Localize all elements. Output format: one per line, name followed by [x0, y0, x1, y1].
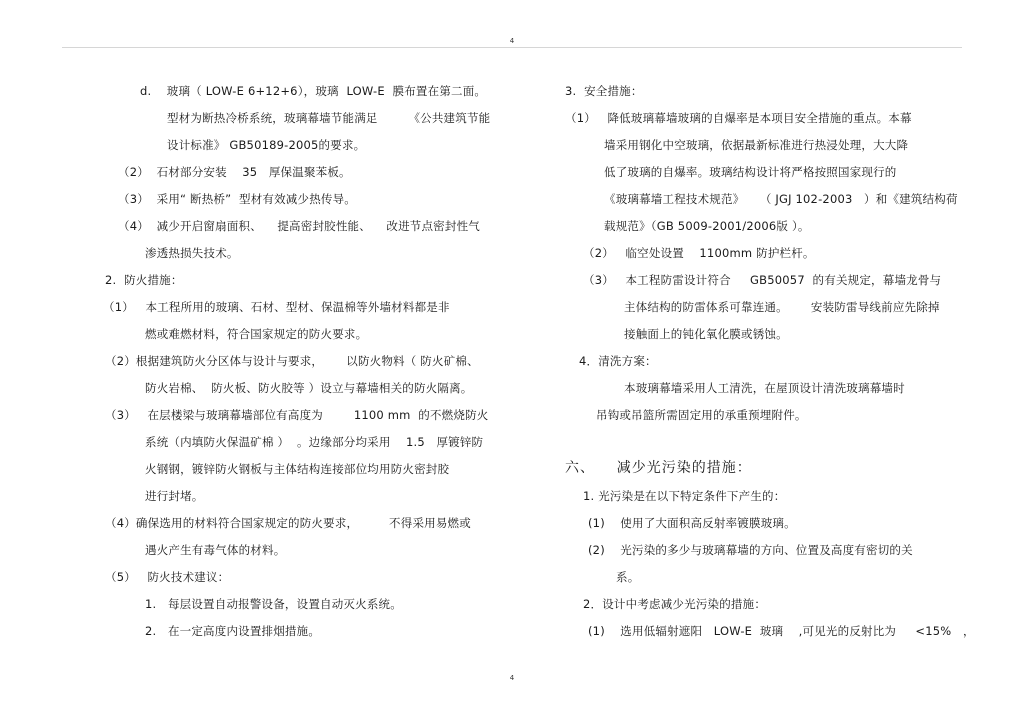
text-line: 设计标准》 GB50189-2005的要求。	[167, 138, 366, 152]
text-line: 防火岩棉、 防火板、防火胶等 ）设立与幕墙相关的防火隔离。	[145, 381, 473, 395]
section-heading: 2. 防火措施：	[105, 273, 183, 287]
text-line: 吊钩或吊篮所需固定用的承重预埋附件。	[596, 408, 807, 422]
text-line: d. 玻璃（ LOW-E 6+12+6），玻璃 LOW-E 膜布置在第二面。	[140, 84, 487, 98]
text-line: 墙采用钢化中空玻璃，依据最新标准进行热浸处理，大大降	[604, 138, 909, 152]
text-line: 接触面上的钝化氧化膜或锈蚀。	[624, 327, 788, 341]
text-line: 遇火产生有毒气体的材料。	[145, 543, 286, 557]
text-line: 系统（内填防火保温矿棉 ） 。边缘部分均采用 1.5 厚镀锌防	[145, 435, 484, 449]
text-line: 进行封堵。	[145, 489, 204, 503]
page-number-top: 4	[509, 37, 515, 45]
text-line: 燃或难燃材料，符合国家规定的防火要求。	[145, 327, 368, 341]
text-line: 系。	[616, 570, 640, 584]
text-line: （2） 临空处设置 1100mm 防护栏杆。	[583, 246, 815, 260]
text-line: (1) 选用低辐射遮阳 LOW-E 玻璃 ,可见光的反射比为 <15% ，	[588, 624, 975, 638]
section-heading: 4．清洗方案：	[579, 354, 657, 368]
text-line: 2. 在一定高度内设置排烟措施。	[145, 624, 321, 638]
text-line: 主体结构的防雷体系可靠连通。 安装防雷导线前应先除掉	[624, 300, 940, 314]
text-line: （3） 在层楼梁与玻璃幕墙部位有高度为 1100 mm 的不燃烧防火	[105, 408, 489, 422]
text-line: （3） 采用“ 断热桥” 型材有效减少热传导。	[118, 192, 357, 206]
page-number-bottom: 4	[509, 674, 515, 682]
text-line: （4）确保选用的材料符合国家规定的防火要求， 不得采用易燃或	[105, 516, 471, 530]
text-line: 低了玻璃的自爆率。玻璃结构设计将严格按照国家现行的	[604, 165, 897, 179]
text-line: （1） 降低玻璃幕墙玻璃的自爆率是本项目安全措施的重点。本幕	[565, 111, 912, 125]
text-line: (1) 使用了大面积高反射率镀膜玻璃。	[588, 516, 796, 530]
text-line: （2）根据建筑防火分区体与设计与要求， 以防火物料（ 防火矿棉、	[105, 354, 479, 368]
text-line: 渗透热损失技术。	[145, 246, 239, 260]
text-line: （3） 本工程防雷设计符合 GB50057 的有关规定，幕墙龙骨与	[583, 273, 942, 287]
text-line: 载规范》（GB 5009-2001/2006版 ）。	[604, 219, 810, 233]
text-line: (2) 光污染的多少与玻璃幕墙的方向、位置及高度有密切的关	[588, 543, 913, 557]
text-line: （2） 石材部分安装 35 厚保温聚苯板。	[118, 165, 351, 179]
text-line: （5） 防火技术建议：	[105, 570, 230, 584]
text-line: 1. 光污染是在以下特定条件下产生的：	[583, 489, 786, 503]
text-line: （4） 减少开启窗扇面积、 提高密封胶性能、 改进节点密封性气	[118, 219, 480, 233]
text-line: 1. 每层设置自动报警设备，设置自动灭火系统。	[145, 597, 402, 611]
text-line: 本玻璃幕墙采用人工清洗，在屋顶设计清洗玻璃幕墙时	[624, 381, 905, 395]
section-heading: 2．设计中考虑减少光污染的措施：	[583, 597, 767, 611]
text-line: 型材为断热冷桥系统，玻璃幕墙节能满足 《公共建筑节能	[167, 111, 491, 125]
text-line: 火钢钢，镀锌防火钢板与主体结构连接部位均用防火密封胶	[145, 462, 450, 476]
chapter-heading: 六、 减少光污染的措施：	[565, 460, 752, 476]
text-line: （1） 本工程所用的玻璃、石材、型材、保温棉等外墙材料都是非	[103, 300, 450, 314]
text-line: 《玻璃幕墙工程技术规范》 （ JGJ 102-2003 ）和《建筑结构荷	[604, 192, 958, 206]
section-heading: 3. 安全措施：	[565, 84, 643, 98]
header-rule	[62, 47, 962, 48]
